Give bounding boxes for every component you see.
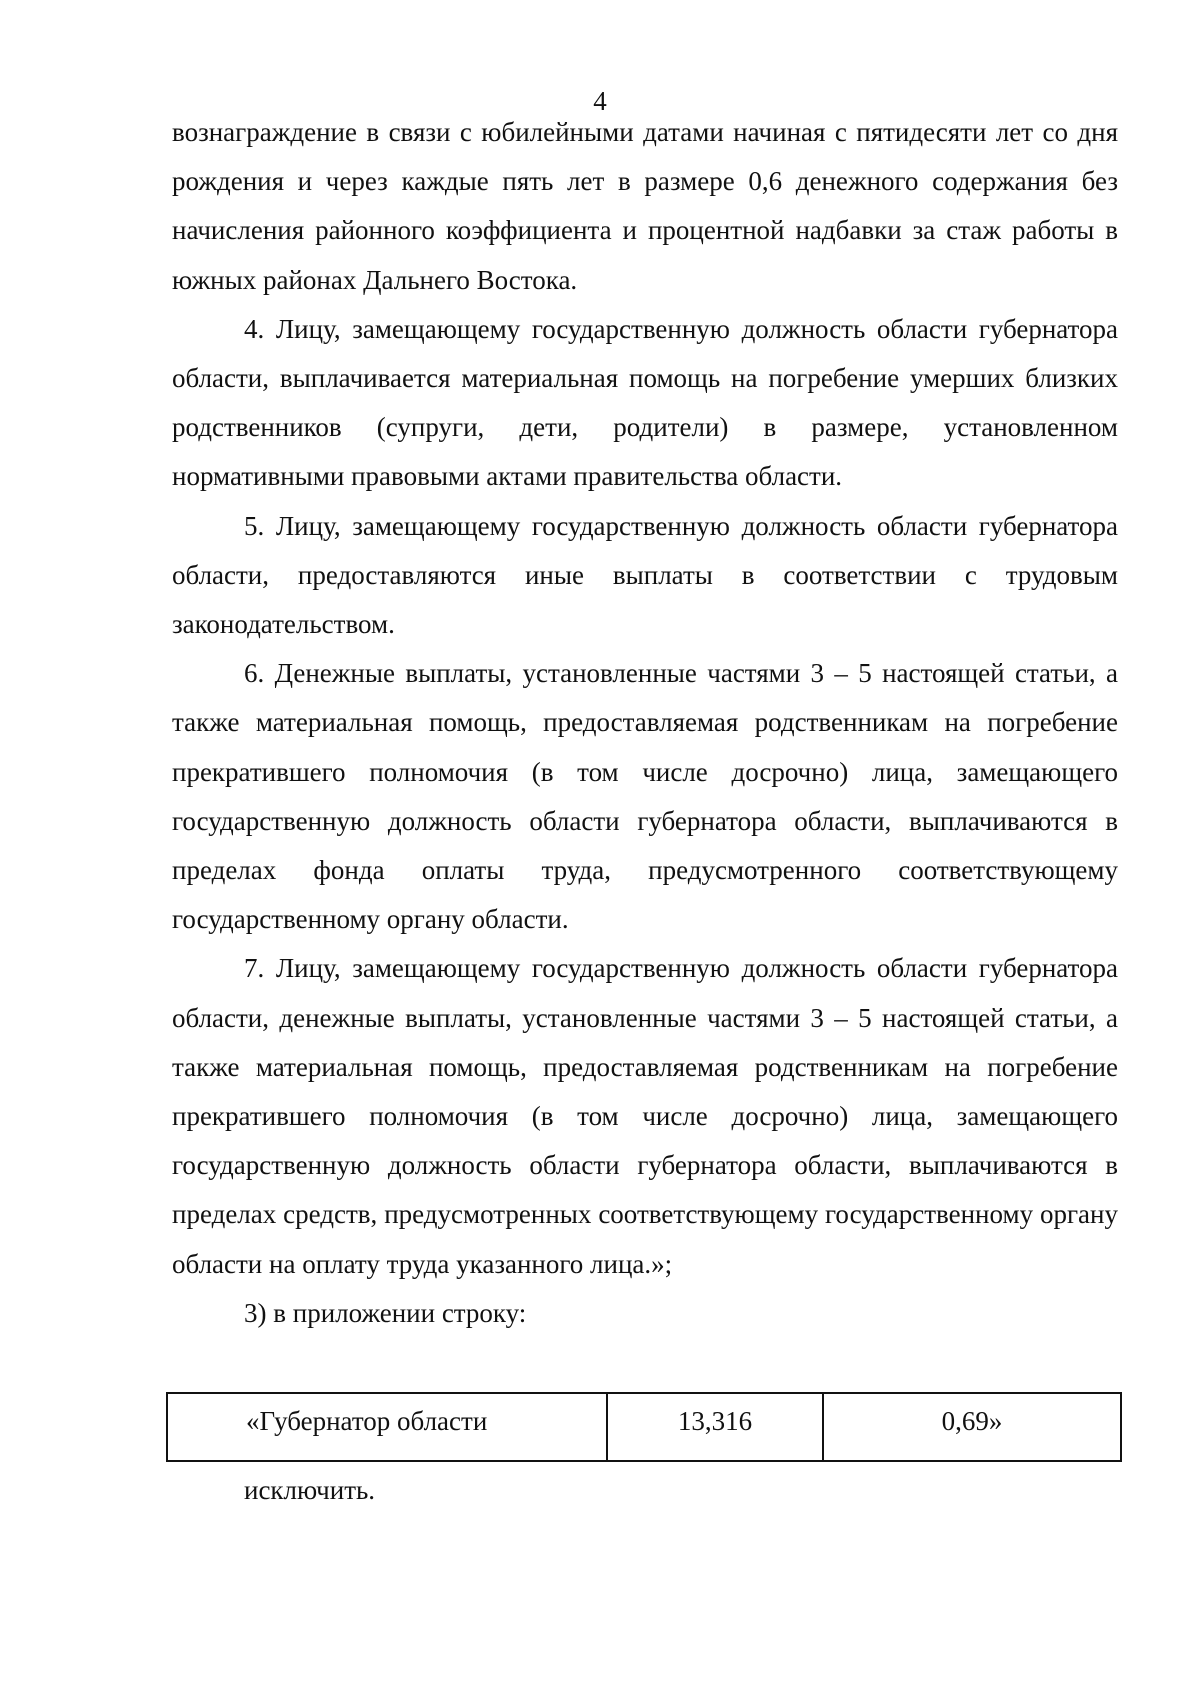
document-body	[172, 108, 1118, 1338]
paragraph-item-5: 5. Лицу, замещающему государственную должность области губернатора области, предоставляются иные выплаты в соответствии с трудовым законодательством.	[172, 510, 1118, 640]
table-row	[167, 1393, 1121, 1461]
paragraph-item-7: 7. Лицу, замещающему государственную должность области губернатора области, денежные выплаты, установленные частями 3 – 5 настоящей статьи, а также материальная помощь, предоставляемая родственникам на погребение прекратившего полномочия (в том числе досрочно) лица, замещающего государственную должность области губернатора области, выплачиваются в пределах средств, предусмотренных соответствующему государственному органу области на оплату труда указанного лица.»;	[172, 953, 1118, 1279]
page-number: 4	[593, 86, 607, 116]
paragraph-item-4: 4. Лицу, замещающему государственную должность области губернатора области, выплачивается материальная помощь на погребение умерших близких родственников (супруги, дети, родители) в размере, установленном нормативными правовыми актами правительства области.	[172, 313, 1118, 492]
paragraph-continuation: вознаграждение в связи с юбилейными датами начиная с пятидесяти лет со дня рождения и через каждые пять лет в размере 0,6 денежного содержания без начисления районного коэффициента и процентной надбавки за стаж работы в южных районах Дальнего Востока.	[172, 117, 1118, 295]
table-cell-rate	[823, 1393, 1121, 1461]
table-cell-coefficient	[607, 1393, 823, 1461]
closing-text: исключить.	[244, 1475, 376, 1505]
coefficient-value: 13,316	[677, 1406, 753, 1436]
rate-value: 0,69»	[941, 1406, 1003, 1436]
table-cell-position	[167, 1393, 607, 1461]
position-name: «Губернатор области	[246, 1406, 488, 1436]
appendix-row-table	[166, 1392, 1122, 1462]
paragraph-item-6: 6. Денежные выплаты, установленные частями 3 – 5 настоящей статьи, а также материальная помощь, предоставляемая родственникам на погребение прекратившего полномочия (в том числе досрочно) лица, замещающего государственную должность области губернатора области, выплачиваются в пределах фонда оплаты труда, предусмотренного соответствующему государственному органу области.	[172, 658, 1118, 935]
paragraph-appendix-intro: 3) в приложении строку:	[244, 1297, 527, 1328]
